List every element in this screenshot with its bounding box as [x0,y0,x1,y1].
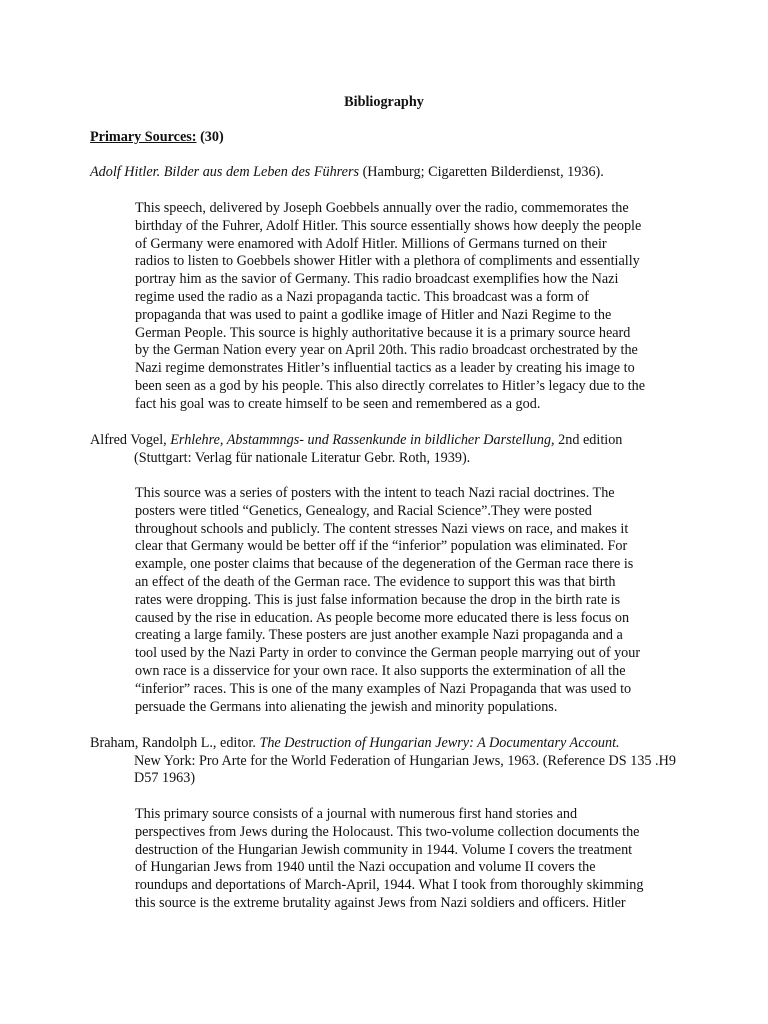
annotation-line: perspectives from Jews during the Holocaust. This two-volume collection documents the [135,823,640,840]
section-count: (30) [200,129,224,145]
citation-continuation: New York: Pro Arte for the World Federation of Hungarian Jews, 1963. (Reference DS 135 .H9 D57 1963) [134,752,676,787]
annotation-line: an effect of the death of the German race. The evidence to support this was that birth [135,573,616,590]
annotation-line: birthday of the Fuhrer, Adolf Hitler. This source essentially shows how deeply the people [135,217,642,234]
annotation-line: rates were dropping. This is just false information because the drop in the birth rate is [135,591,621,608]
annotation-line: caused by the rise in education. As people become more educated there is less focus on [135,609,630,626]
annotation-line: regime used the radio as a Nazi propaganda tactic. This broadcast was a form of [135,288,589,305]
section-label: Primary Sources: [90,129,197,145]
citation-rest: 2nd edition [554,432,623,448]
citation-2 [90,432,690,467]
annotation-line: portray him as the savior of Germany. This radio broadcast exemplifies how the Nazi [135,271,619,288]
annotation-line: destruction of the Hungarian Jewish community in 1944. Volume I covers the treatment [135,841,633,858]
annotation-line: This source was a series of posters with the intent to teach Nazi racial doctrines. The [135,485,615,501]
annotation-line: tool used by the Nazi Party in order to convince the German people marrying out of your [135,645,641,662]
annotation-line: German People. This source is highly authoritative because it is a primary source heard [135,324,631,341]
citation-1 [90,164,690,182]
annotation-line: of Germany were enamored with Adolf Hitler. Millions of Germans turned on their [135,235,607,252]
annotation-line: been seen as a god by his people. This also directly correlates to Hitler’s legacy due to the [135,377,646,394]
annotation-line: propaganda that was used to paint a godlike image of Hitler and Nazi Regime to the [135,306,612,323]
citation-lead: Alfred Vogel, [90,432,171,448]
annotation-line: this source is the extreme brutality against Jews from Nazi soldiers and officers. Hitler [135,894,626,911]
annotation-line: Nazi regime demonstrates Hitler’s influential tactics as a leader by creating his image to [135,360,635,377]
annotation-line: radios to listen to Goebbels shower Hitler with a plethora of compliments and essentially [135,253,640,270]
page-title: Bibliography [344,94,424,110]
annotation-2 [135,485,680,716]
annotation-line: This speech, delivered by Joseph Goebbels annually over the radio, commemorates the [135,200,629,216]
annotation-line: persuade the Germans into alienating the jewish and minority populations. [135,698,558,715]
annotation-line: “inferior” races. This is one of the many examples of Nazi Propaganda that was used to [135,680,632,697]
annotation-line: example, one poster claims that because of the degeneration of the German race there is [135,556,634,573]
citation-lead: Braham, Randolph L., editor. [90,735,260,751]
annotation-line: fact his goal was to create himself to be seen and remembered as a god. [135,395,541,412]
citation-title: Erhlehre, Abstammngs- und Rassenkunde in bildlicher Darstellung, [170,432,555,448]
citation-title: The Destruction of Hungarian Jewry: A Documentary Account. [259,735,620,751]
citation-rest: (Hamburg; Cigaretten Bilderdienst, 1936). [359,164,604,180]
citation-continuation: (Stuttgart: Verlag für nationale Literatur Gebr. Roth, 1939). [134,449,471,466]
annotation-line: roundups and deportations of March-April, 1944. What I took from thoroughly skimming [135,877,644,894]
citation-3 [90,735,690,788]
annotation-line: throughout schools and publicly. The content stresses Nazi views on race, and makes it [135,520,629,537]
annotation-line: by the German Nation every year on April 20th. This radio broadcast orchestrated by the [135,342,638,359]
annotation-line: of Hungarian Jews from 1940 until the Nazi occupation and volume II covers the [135,859,596,876]
annotation-line: This primary source consists of a journal with numerous first hand stories and [135,806,578,822]
section-heading [90,129,224,146]
annotation-line: posters were titled “Genetics, Genealogy, and Racial Science”.They were posted [135,502,592,519]
annotation-line: creating a large family. These posters are just another example Nazi propaganda and a [135,627,623,644]
annotation-3 [135,806,680,913]
annotation-line: own race is a disservice for your own race. It also supports the extermination of all the [135,662,626,679]
annotation-1 [135,200,680,414]
annotation-line: clear that Germany would be better off if the “inferior” population was eliminated. For [135,538,628,555]
citation-title: Adolf Hitler. Bilder aus dem Leben des Führers [90,164,360,180]
